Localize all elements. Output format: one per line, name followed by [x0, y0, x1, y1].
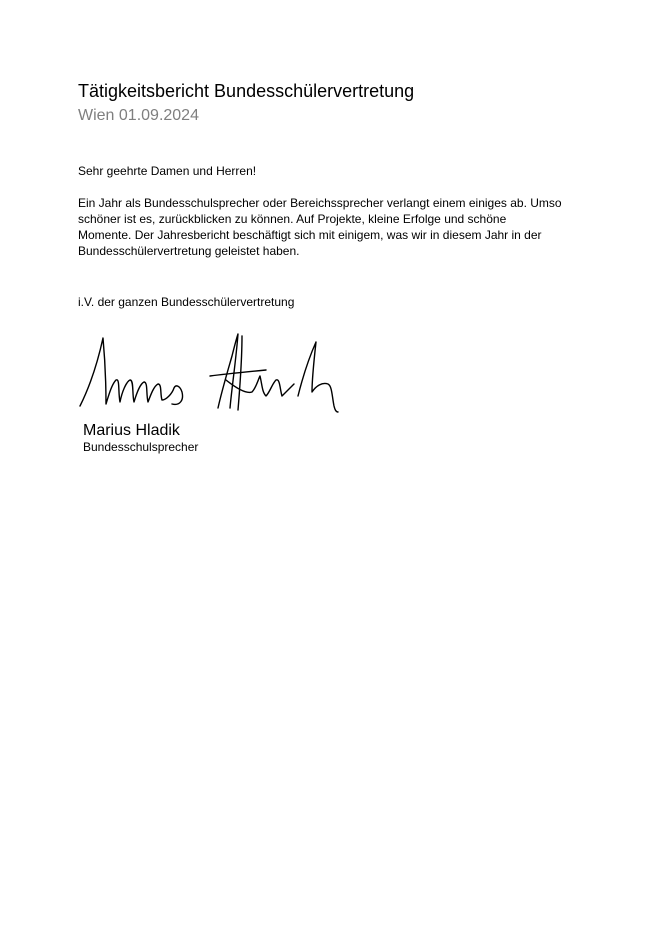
salutation: Sehr geehrte Damen und Herren! [78, 164, 257, 178]
signer-role: Bundesschulsprecher [83, 440, 199, 454]
body-line: schöner ist es, zurückblicken zu können. Auf Projekte, kleine Erfolge und schöne [78, 212, 507, 226]
closing-line: i.V. der ganzen Bundesschülervertretung [78, 295, 295, 309]
document-title: Tätigkeitsbericht Bundesschülervertretung [78, 81, 415, 101]
handwritten-signature [76, 330, 346, 420]
body-paragraph [78, 195, 598, 259]
body-line: Bundesschülervertretung geleistet haben. [78, 244, 300, 258]
place-date: Wien 01.09.2024 [78, 107, 199, 124]
body-line: Momente. Der Jahresbericht beschäftigt sich mit einigem, was wir in diesem Jahr in der [78, 228, 542, 242]
signer-name: Marius Hladik [83, 422, 180, 439]
body-line: Ein Jahr als Bundesschulsprecher oder Bereichssprecher verlangt einem einiges ab. Umso [78, 196, 562, 210]
